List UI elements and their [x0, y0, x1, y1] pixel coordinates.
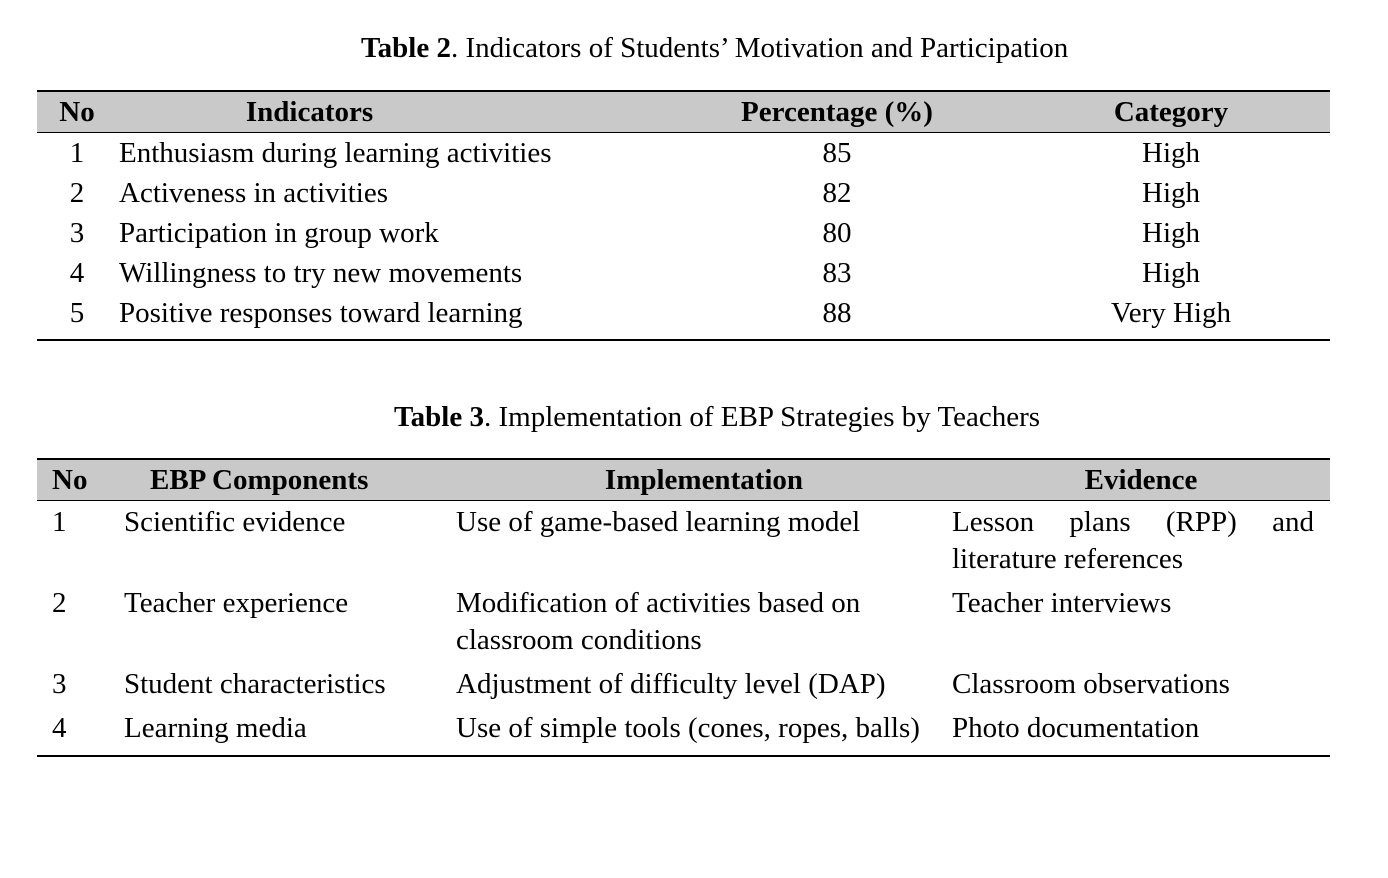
table2-cell-no: 5 [37, 293, 117, 340]
table2-cell-indicator: Willingness to try new movements [119, 257, 523, 289]
table3-caption [394, 400, 1040, 434]
table2 [37, 90, 1330, 341]
table-row [37, 213, 1330, 253]
table2-cell-no: 1 [69, 137, 85, 169]
table2-caption [361, 31, 1068, 65]
table2-cell-category: Very High [1012, 293, 1330, 340]
table2-cell-category: High [1142, 217, 1200, 249]
table2-cell-category: High [1142, 177, 1200, 209]
table-row [37, 663, 1330, 707]
table3-cell-no: 4 [37, 707, 124, 756]
table2-header-row [37, 91, 1330, 133]
table3-cell-component: Teacher experience [124, 587, 349, 619]
table2-header-category: Category [1012, 91, 1330, 133]
table2-cell-category: High [1142, 137, 1200, 169]
table2-cell-indicator: Enthusiasm during learning activities [119, 137, 552, 169]
table3-cell-no: 3 [52, 668, 67, 700]
table3-header-implementation: Implementation [456, 459, 952, 501]
table2-cell-category: High [1142, 257, 1200, 289]
table3-caption-text: . Implementation of EBP Strategies by Teachers [484, 401, 1041, 433]
table-row [37, 293, 1330, 340]
table3-cell-implementation: Modification of activities based on classroom conditions [456, 587, 861, 656]
table3-cell-evidence: Photo documentation [952, 707, 1330, 756]
table2-cell-indicator: Positive responses toward learning [117, 293, 662, 340]
table2-cell-percentage: 80 [822, 217, 852, 249]
table2-cell-percentage: 82 [822, 177, 852, 209]
table-row [37, 253, 1330, 293]
table2-cell-indicator: Participation in group work [119, 217, 439, 249]
table-row [37, 133, 1330, 174]
table3 [37, 458, 1330, 757]
table3-header-evidence: Evidence [952, 459, 1330, 501]
table3-header-no: No [37, 459, 124, 501]
table3-cell-implementation: Use of game-based learning model [456, 506, 861, 538]
table3-cell-evidence: Classroom observations [952, 668, 1230, 700]
table2-cell-no: 3 [69, 217, 85, 249]
table2-caption-text: . Indicators of Students’ Motivation and Participation [451, 32, 1069, 64]
table3-cell-evidence: Lesson plans (RPP) and literature references [952, 506, 1314, 575]
table2-cell-no: 4 [69, 257, 85, 289]
table3-cell-implementation: Use of simple tools (cones, ropes, balls) [456, 707, 952, 756]
table2-cell-indicator: Activeness in activities [119, 177, 388, 209]
table2-cell-percentage: 83 [822, 257, 852, 289]
table2-header-indicators: Indicators [117, 91, 662, 133]
table2-header-no: No [37, 91, 117, 133]
table-row [37, 173, 1330, 213]
table3-cell-no: 1 [52, 506, 67, 538]
table2-cell-percentage: 85 [822, 137, 852, 169]
table3-caption-label: Table 3 [394, 401, 484, 433]
table2-header-percentage: Percentage (%) [662, 91, 1012, 133]
table-row [37, 707, 1330, 756]
table2-cell-no: 2 [69, 177, 85, 209]
table2-caption-label: Table 2 [361, 32, 451, 64]
table3-header-row [37, 459, 1330, 501]
table-row [37, 582, 1330, 663]
table3-cell-component: Learning media [124, 707, 456, 756]
table3-cell-component: Student characteristics [124, 668, 386, 700]
table3-cell-component: Scientific evidence [124, 506, 346, 538]
table3-cell-no: 2 [52, 587, 67, 619]
table-row [37, 501, 1330, 583]
table3-cell-implementation: Adjustment of difficulty level (DAP) [456, 668, 886, 700]
table3-cell-evidence: Teacher interviews [952, 587, 1172, 619]
table2-cell-percentage: 88 [662, 293, 1012, 340]
table3-header-components: EBP Components [124, 459, 456, 501]
